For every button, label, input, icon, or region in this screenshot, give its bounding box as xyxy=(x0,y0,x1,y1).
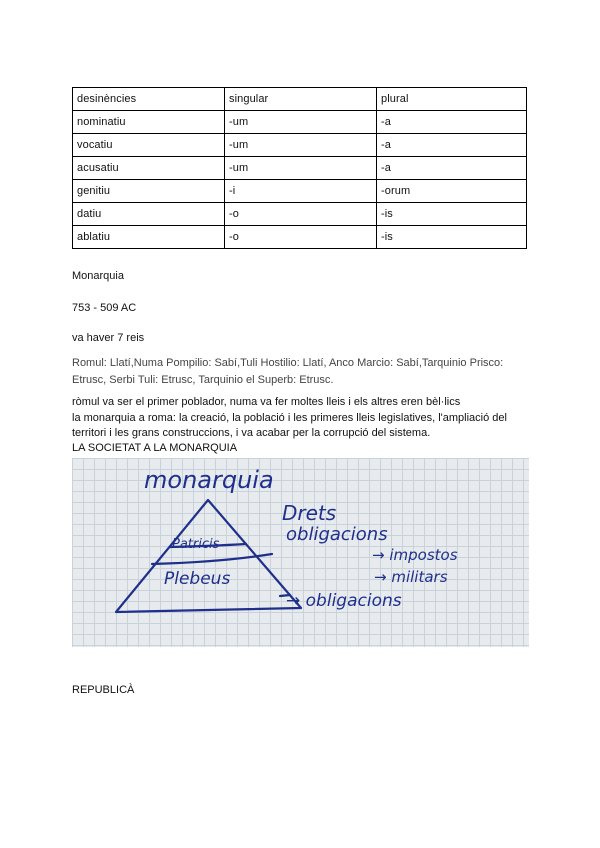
table-row xyxy=(73,180,527,203)
society-title: LA SOCIETAT A LA MONARQUIA xyxy=(72,442,238,454)
sketch-right-label-3: → impostos xyxy=(372,546,458,564)
table-header-cell: desinències xyxy=(73,88,225,111)
sketch-right-label-1: Drets xyxy=(282,501,337,525)
table-cell: -is xyxy=(377,203,527,226)
paragraph-line-1: ròmul va ser el primer poblador, numa va fer moltes lleis i els altres eren bèl·lics xyxy=(72,396,461,408)
kings-list-line-1: Romul: Llatí,Numa Pompilio: Sabí,Tuli Hostilio: Llatí, Anco Marcio: Sabí,Tarquinio Prisco: xyxy=(72,357,504,369)
handwritten-pyramid-sketch xyxy=(72,458,529,647)
table-row xyxy=(73,226,527,249)
table-cell: -o xyxy=(225,226,377,249)
section-heading-monarquia: Monarquia xyxy=(72,270,124,282)
table-header-cell: singular xyxy=(225,88,377,111)
pyramid-outline xyxy=(116,500,301,612)
table-cell: datiu xyxy=(73,203,225,226)
table-cell: ablatiu xyxy=(73,226,225,249)
sketch-right-label-2: obligacions xyxy=(286,524,388,545)
sketch-top-label: Patricis xyxy=(172,537,220,552)
table-cell: nominatiu xyxy=(73,111,225,134)
table-cell: -um xyxy=(225,157,377,180)
table-cell: -um xyxy=(225,111,377,134)
sketch-title: monarquia xyxy=(144,466,274,494)
table-cell: vocatiu xyxy=(73,134,225,157)
table-row xyxy=(73,203,527,226)
table-header-row xyxy=(73,88,527,111)
table-cell: -orum xyxy=(377,180,527,203)
table-cell: genitiu xyxy=(73,180,225,203)
sketch-right-label-4: → militars xyxy=(374,568,448,586)
table-header-cell: plural xyxy=(377,88,527,111)
table-cell: -a xyxy=(377,134,527,157)
pyramid-drawing xyxy=(72,458,529,647)
dates-text: 753 - 509 AC xyxy=(72,302,137,314)
kings-list-line-2: Etrusc, Serbi Tuli: Etrusc, Tarquinio el Superb: Etrusc. xyxy=(72,374,334,386)
table-cell: -is xyxy=(377,226,527,249)
section-heading-republica: REPUBLICÀ xyxy=(72,684,135,696)
table-cell: -um xyxy=(225,134,377,157)
table-row xyxy=(73,111,527,134)
table-cell: -i xyxy=(225,180,377,203)
table-cell: acusatiu xyxy=(73,157,225,180)
table-cell: -a xyxy=(377,157,527,180)
sketch-bottom-label: Plebeus xyxy=(164,569,231,589)
pyramid-middle-line xyxy=(152,554,272,564)
paragraph-line-3: territori i les grans construccions, i va acabar per la corrupció del sistema. xyxy=(72,427,431,439)
declension-table xyxy=(72,87,527,249)
table-cell: -o xyxy=(225,203,377,226)
paragraph-line-2: la monarquia a roma: la creació, la població i les primeres lleis legislatives, l'ampliació del xyxy=(72,412,507,424)
table-row xyxy=(73,157,527,180)
kings-count-text: va haver 7 reis xyxy=(72,332,145,344)
table-row xyxy=(73,134,527,157)
sketch-right-label-5: → obligacions xyxy=(286,591,402,611)
table-cell: -a xyxy=(377,111,527,134)
